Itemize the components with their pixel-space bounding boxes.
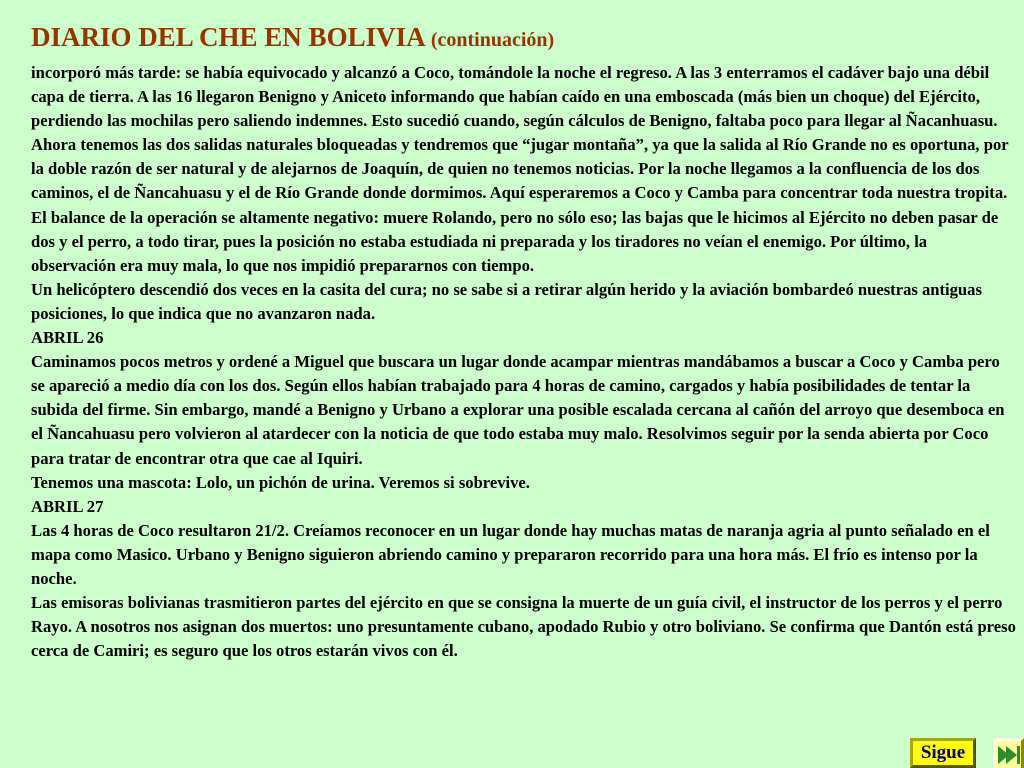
paragraph-april-26: Caminamos pocos metros y ordené a Miguel que buscara un lugar donde acampar mientras mandábamos a buscar a Coco y Camba pero se apareció a medio día con los dos. Según ellos habían trabajado para 4 horas de camino, cargados y había posibilidades de tentar la subida del firme. Sin embargo, mandé a Benigno y Urbano a explorar una posible escalada cercana al cañón del arroyo que desemboca en el Ñancahuasu pero volvieron al atardecer con la noticia de que todo estaba muy malo. Resolvimos seguir por la senda abierta por Coco para tratar de encontrar otra que cae al Iquiri. [31,352,1005,468]
date-heading-april-27: ABRIL 27 [31,496,104,516]
skip-to-end-button[interactable] [993,738,1024,768]
paragraph-helicopter: Un helicóptero descendió dos veces en la casita del cura; no se sabe si a retirar algún herido y la aviación bombardeó nuestras antiguas posiciones, lo que indica que no avanzaron nada. [31,279,982,323]
paragraph-radio-reports: Las emisoras bolivianas trasmitieron partes del ejército en que se consigna la muerte de un guía civil, el instructor de los perros y el perro Rayo. A nosotros nos asignan dos muertos: uno presuntamente cubano, apodado Rubio y otro boliviano. Se confirma que Dantón está preso cerca de Camiri; es seguro que los otros estarán vivos con él. [31,593,1016,661]
diary-text [31,61,1016,663]
paragraph-continuation: incorporó más tarde: se había equivocado y alcanzó a Coco, tomándole la noche el regreso. A las 3 enterramos el cadáver bajo una débil capa de tierra. A las 16 llegaron Benigno y Aniceto informando que habían caído en una emboscada (más bien un choque) del Ejército, perdiendo las mochilas pero saliendo indemnes. Esto sucedió cuando, según cálculos de Benigno, faltaba poco para llegar al Ñacanhuasu. Ahora tenemos las dos salidas naturales bloqueadas y tendremos que “jugar montaña”, ya que la salida al Río Grande no es oportuna, por la doble razón de ser natural y de alejarnos de Joaquín, de quien no tenemos noticias. Por la noche llegamos a la confluencia de los dos caminos, el de Ñancahuasu y el de Río Grande donde dormimos. Aquí esperaremos a Coco y Camba para concentrar toda nuestra tropita. El balance de la operación se altamente negativo: muere Rolando, pero no sólo eso; las bajas que le hicimos al Ejército no deben pasar de dos y el perro, a todo tirar, pues la posición no estaba estudiada ni preparada y los tiradores no veían el enemigo. Por último, la observación era muy mala, lo que nos impidió prepararnos con tiempo. [31,63,1009,275]
next-button[interactable]: Sigue [910,738,976,768]
date-heading-april-26: ABRIL 26 [31,328,104,348]
paragraph-mascot: Tenemos una mascota: Lolo, un pichón de urina. Veremos si sobrevive. [31,472,530,492]
title-subtitle: (continuación) [430,29,555,51]
title-main: DIARIO DEL CHE EN BOLIVIA [31,22,425,52]
paragraph-april-27: Las 4 horas de Coco resultaron 21/2. Creíamos reconocer en un lugar donde hay muchas matas de naranja agria al punto señalado en el mapa como Masico. Urbano y Benigno siguieron abriendo camino y prepararon recorrido para una hora más. El frío es intenso por la noche. [31,520,990,588]
page-title [31,20,554,57]
skip-to-end-icon [996,741,1021,768]
